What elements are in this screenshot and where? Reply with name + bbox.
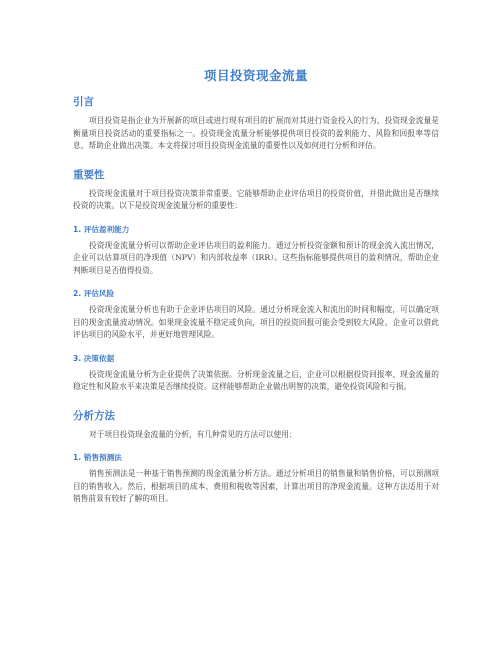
- intro-paragraph: 项目投资是指企业为开展新的项目或进行现有项目的扩展而对其进行资金投入的行为，投资现金流量是衡量项目投资活动的重要指标之一。投资现金流量分析能够提供项目投资的盈利能力、风险和回报率等信息，帮助企业做出决策。本文将探讨项目投资现金流量的重要性以及如何进行分析和评估。: [73, 116, 439, 150]
- subsection-heading-sales-forecast: 1. 销售预测法: [73, 453, 122, 462]
- subsection-heading-profitability: 1. 评估盈利能力: [73, 224, 130, 234]
- subsection-heading-decision-basis: 3. 决策依据: [73, 353, 115, 363]
- section-heading-methods: 分析方法: [73, 409, 115, 422]
- methods-paragraph: 对于项目投资现金流量的分析，有几种常见的方法可以使用：: [89, 429, 297, 439]
- decision-basis-paragraph: 投资现金流量分析为企业提供了决策依据。分析现金流量之后，企业可以根据投资回报率、现金流量的稳定性和风险水平来决策是否继续投资。这样能够帮助企业做出明智的决策，避免投资风险和亏损。: [73, 369, 439, 391]
- document-title: 项目投资现金流量: [203, 68, 308, 83]
- section-heading-intro: 引言: [73, 96, 94, 108]
- profitability-paragraph: 投资现金流量分析可以帮助企业评估项目的盈利能力。通过分析投资金额和预计的现金流入流出情况，企业可以估算项目的净现值（NPV）和内部收益率（IRR）。这些指标能够提供项目的盈利情况，帮助企业判断项目是否值得投资。: [73, 240, 439, 275]
- section-heading-importance: 重要性: [73, 168, 105, 181]
- subsection-heading-risk: 2. 评估风险: [73, 289, 115, 298]
- risk-paragraph: 投资现金流量分析也有助于企业评估项目的风险。通过分析现金流入和流出的时间和幅度，可以确定项目的现金流量波动情况。如果现金流量不稳定或负向，项目的投资回报可能会受到较大风险。企业可以借此评估项目的风险水平，并更好地管理风险。: [73, 305, 439, 339]
- importance-paragraph: 投资现金流量对于项目投资决策非常重要。它能够帮助企业评估项目的投资价值，并借此做出是否继续投资的决策。以下是投资现金流量分析的重要性：: [73, 188, 439, 210]
- sales-forecast-paragraph: 销售预测法是一种基于销售预测的现金流量分析方法。通过分析项目的销售量和销售价格，可以预测项目的销售收入。然后，根据项目的成本、费用和税收等因素，计算出项目的净现金流量。这种方法适用于对销售前景有较好了解的项目。: [73, 469, 439, 503]
